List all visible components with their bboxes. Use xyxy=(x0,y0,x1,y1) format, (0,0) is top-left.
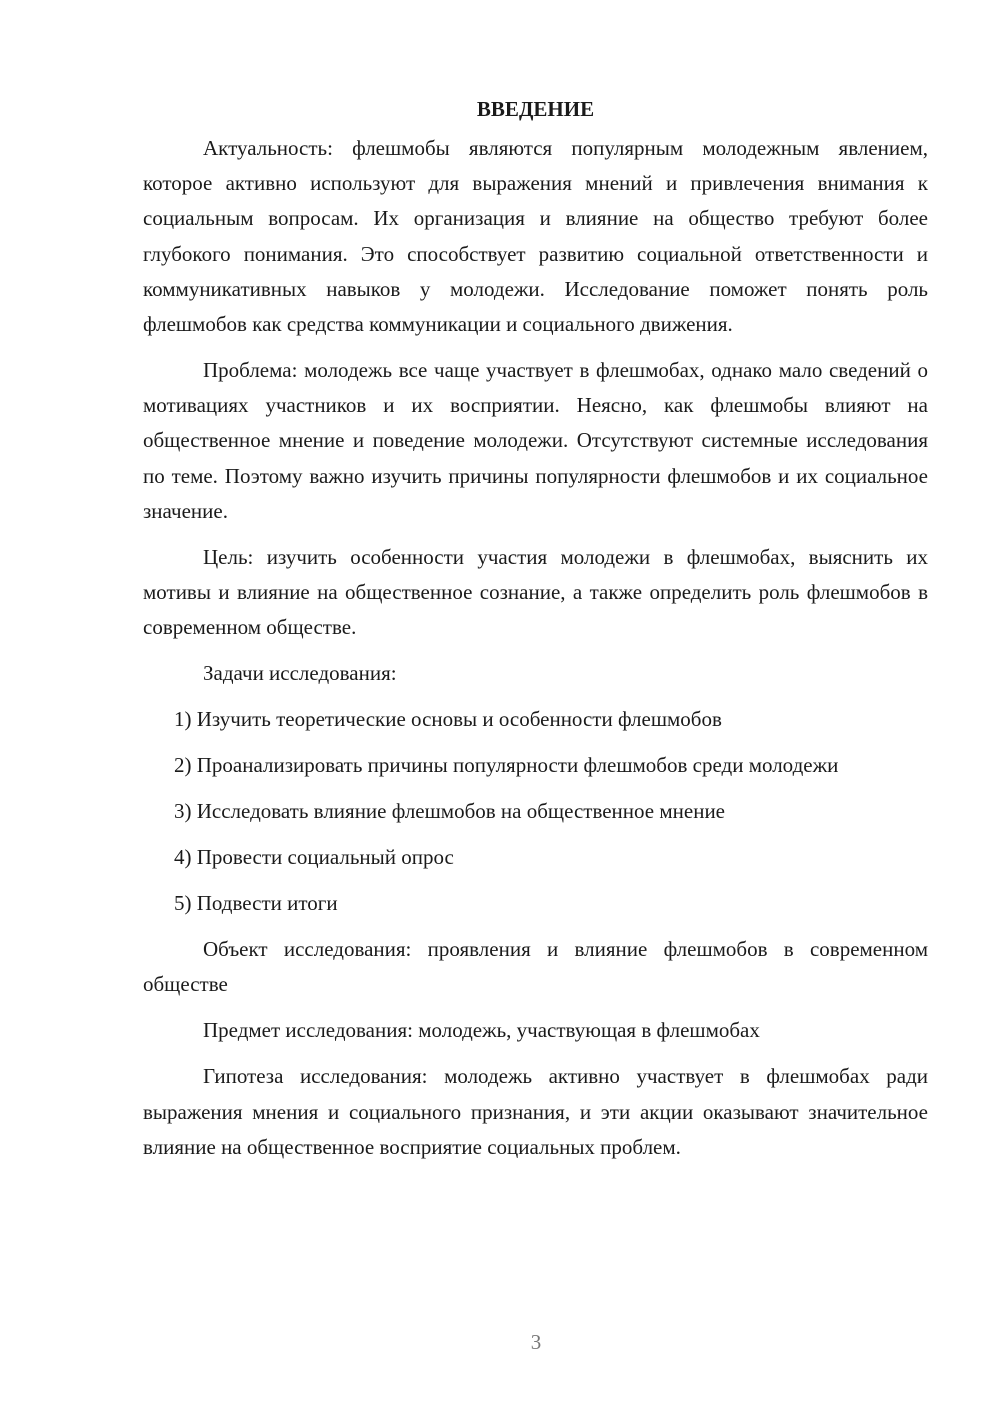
paragraph-object: Объект исследования: проявления и влияние флешмобов в современном обществе xyxy=(143,937,928,997)
task-item-2: 2) Проанализировать причины популярности флешмобов среди молодежи xyxy=(174,753,839,778)
task-item-3: 3) Исследовать влияние флешмобов на общественное мнение xyxy=(174,799,726,824)
task-item-1: 1) Изучить теоретические основы и особенности флешмобов xyxy=(174,707,722,732)
paragraph-hypothesis: Гипотеза исследования: молодежь активно участвует в флешмобах ради выражения мнения и социального признания, и эти акции оказывают значительное влияние на общественное восприятие социальных проблем. xyxy=(143,1064,928,1159)
paragraph-goal: Цель: изучить особенности участия молодежи в флешмобах, выяснить их мотивы и влияние на общественное сознание, а также определить роль флешмобов в современном обществе. xyxy=(143,544,928,640)
page-number: 3 xyxy=(530,1330,542,1354)
paragraph-subject: Предмет исследования: молодежь, участвующая в флешмобах xyxy=(203,1018,760,1043)
tasks-heading: Задачи исследования: xyxy=(203,661,397,686)
paragraph-relevance: Актуальность: флешмобы являются популярным молодежным явлением, которое активно используют для выражения мнений и привлечения внимания к социальным вопросам. Их организация и влияние на общество требуют более глубокого понимания. Это способствует развитию социальной ответственности и коммуникативных навыков у молодежи. Исследование поможет понять роль флешмобов как средства коммуникации и социального движения. xyxy=(143,136,928,337)
task-item-5: 5) Подвести итоги xyxy=(174,891,338,916)
paragraph-problem: Проблема: молодежь все чаще участвует в флешмобах, однако мало сведений о мотивациях участников и их восприятии. Неясно, как флешмобы влияют на общественное мнение и поведение молодежи. Отсутствуют системные исследования по теме. Поэтому важно изучить причины популярности флешмобов и их социальное значение. xyxy=(143,358,928,523)
page-title: ВВЕДЕНИЕ xyxy=(476,97,595,121)
document-page xyxy=(143,92,928,1176)
task-item-4: 4) Провести социальный опрос xyxy=(174,845,454,870)
